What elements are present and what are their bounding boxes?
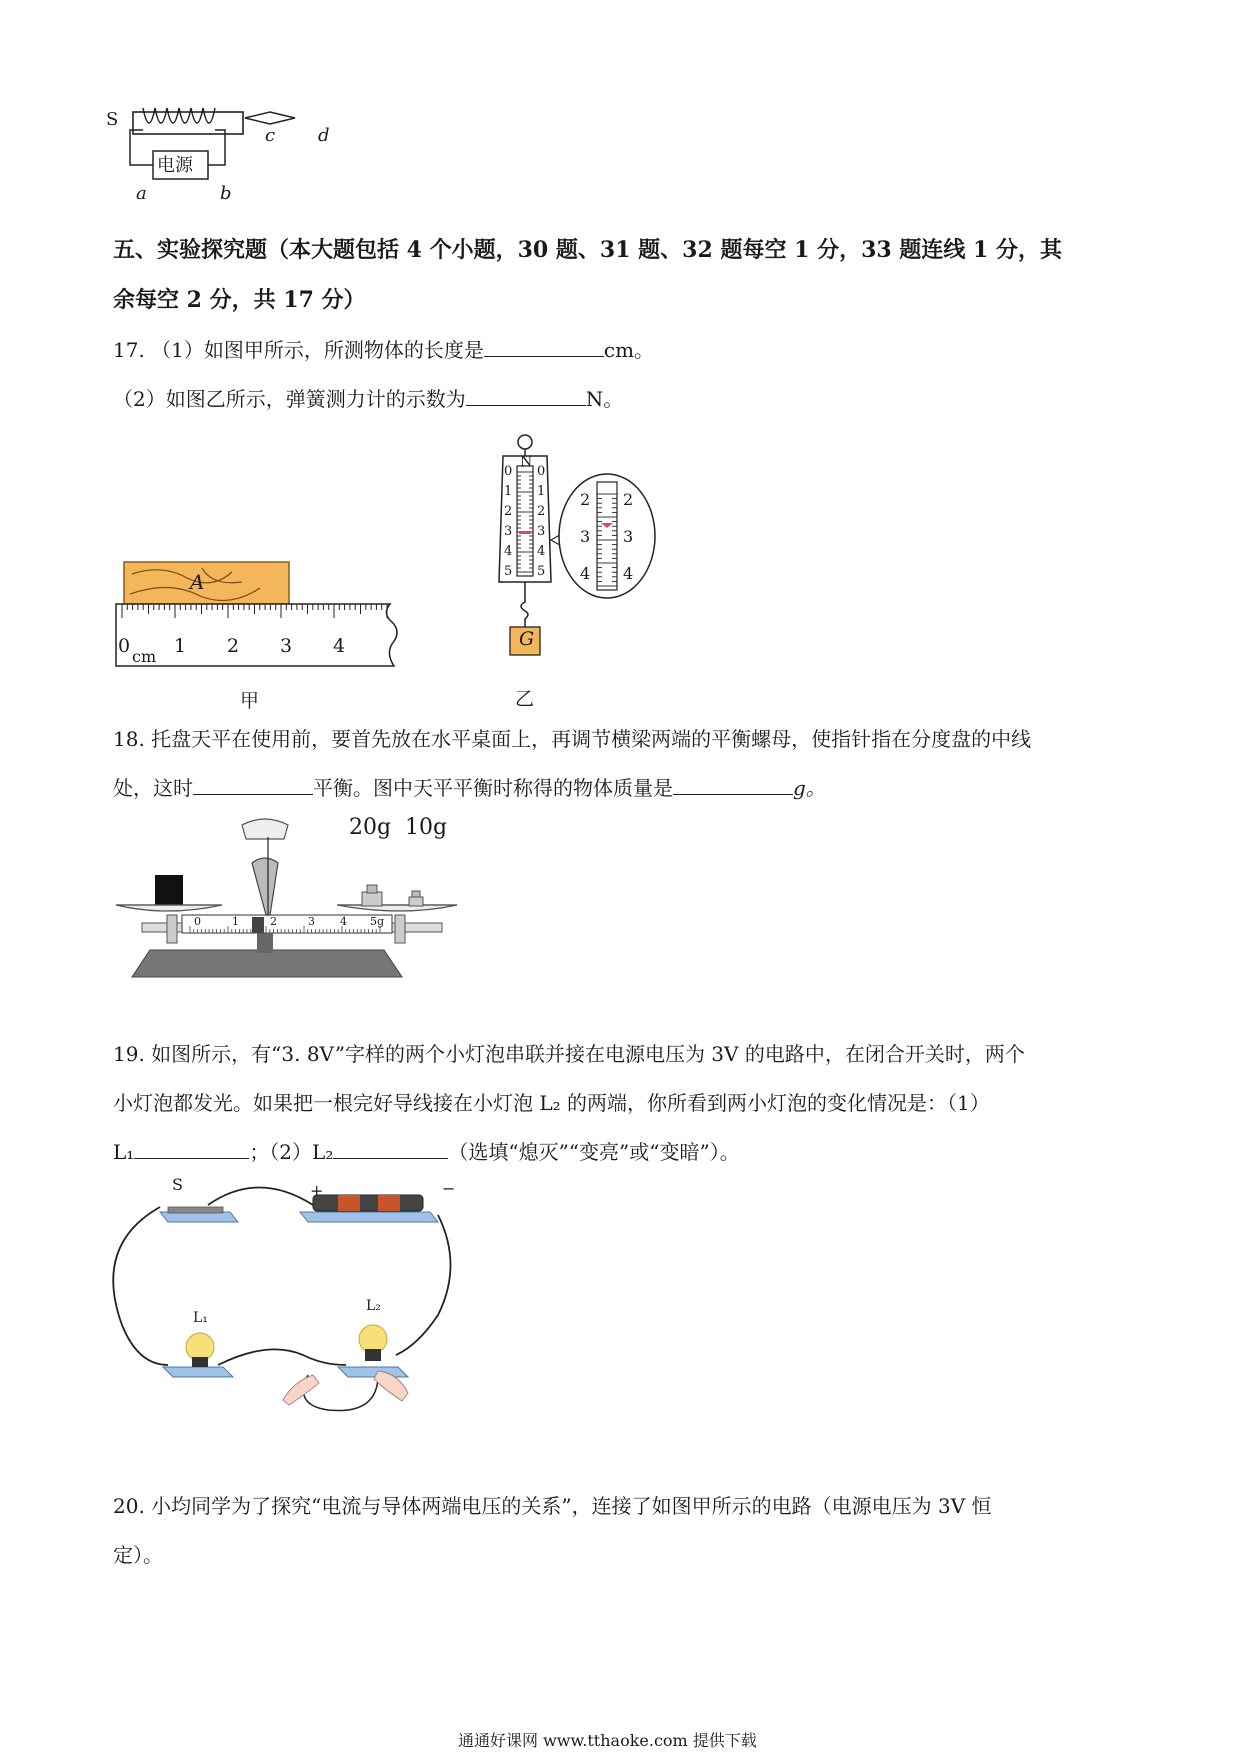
section-heading-line1: 五、实验探究题（本大题包括 4 个小题，30 题、31 题、32 题每空 1 分，33 题连线 1 分，其 [113,237,1062,263]
q20-line1: 20. 小均同学为了探究“电流与导体两端电压的关系”，连接了如图甲所示的电路（电源电压为 3V 恒 [113,1494,992,1518]
zoom-num-right-2: 2 [623,490,634,509]
q19-line2: 小灯泡都发光。如果把一根完好导线接在小灯泡 L₂ 的两端，你所看到两小灯泡的变化情况是：（1） [113,1091,990,1115]
q19-line1: 19. 如图所示，有“3. 8V”字样的两个小灯泡串联并接在电源电压为 3V 的电路中，在闭合开关时，两个 [113,1042,1025,1066]
zoom-num-left-3: 3 [580,527,591,546]
scale-num-left-4: 4 [504,544,513,559]
q17-part2-text: （2）如图乙所示，弹簧测力计的示数为 [113,387,466,411]
scale-num-left-5: 5 [504,564,513,579]
battery-minus-label: − [442,1179,456,1198]
weight-20g-label: 20g [349,815,392,840]
label-s: S [106,109,119,130]
ruler-unit: cm [132,647,157,666]
beam-num-5: 5g [370,915,385,928]
scale-num-right-0: 0 [537,464,546,479]
q19-l2-label: ；（2）L₂ [249,1140,334,1164]
spring-scale-figure [495,432,665,672]
ruler-tick-3: 3 [280,635,293,657]
bulb-l1-label: L₁ [193,1310,208,1326]
beam-num-0: 0 [194,915,201,928]
q18-answer-mass-blank[interactable] [673,774,793,795]
q18-line1: 18. 托盘天平在使用前，要首先放在水平桌面上，再调节横梁两端的平衡螺母，使指针指在分度盘的中线 [113,727,1032,751]
label-d: d [318,125,330,146]
q18-answer-balance-blank[interactable] [193,774,313,795]
q17-answer-length-blank[interactable] [484,336,604,357]
scale-num-left-1: 1 [504,484,513,499]
power-source-label: 电源 [157,155,193,176]
q17-part1-text: 17. （1）如图甲所示，所测物体的长度是 [113,338,484,362]
q19-options: （选填“熄灭”“变亮”或“变暗”）。 [448,1140,740,1164]
switch-s-label: S [172,1175,183,1194]
ruler-tick-1: 1 [174,635,187,657]
q17-part1-unit: cm。 [603,338,655,362]
beam-num-2: 2 [270,915,277,928]
q18-line2-unit: g。 [793,776,826,800]
q19-line3 [113,1138,740,1166]
q18-line2 [113,774,826,802]
section-heading-line2: 余每空 2 分，共 17 分） [113,287,366,313]
zoom-num-right-3: 3 [623,527,634,546]
q17-answer-force-blank[interactable] [466,385,586,406]
q17-part2-unit: N。 [585,387,624,411]
q19-answer-l1-blank[interactable] [134,1138,249,1159]
scale-num-right-4: 4 [537,544,546,559]
beam-num-3: 3 [308,915,315,928]
caption-jia: 甲 [240,690,260,712]
zoom-num-left-2: 2 [580,490,591,509]
q19-l1-label: L₁ [113,1140,135,1164]
label-c: c [265,125,276,146]
beam-num-4: 4 [340,915,347,928]
block-a-label: A [190,570,205,594]
q20-line2: 定）。 [113,1543,163,1567]
page-footer: 通通好课网 www.tthaoke.com 提供下载 [458,1731,757,1750]
ruler-tick-0: 0 [118,635,131,657]
weight-10g-label: 10g [405,815,448,840]
bulb-l2-label: L₂ [366,1298,381,1314]
scale-num-right-3: 3 [537,524,546,539]
scale-num-right-5: 5 [537,564,546,579]
battery-plus-label: + [310,1181,324,1200]
beam-num-1: 1 [232,915,239,928]
zoom-num-right-4: 4 [623,564,634,583]
scale-top-label: N [520,454,533,470]
scale-num-left-0: 0 [504,464,513,479]
weight-g-label: G [519,628,535,650]
circuit-figure [108,1175,478,1430]
ruler-figure [112,560,402,680]
scale-num-left-2: 2 [504,504,513,519]
scale-num-right-1: 1 [537,484,546,499]
label-b: b [220,183,232,204]
q17-part1 [113,336,654,364]
label-a: a [136,183,147,204]
q17-part2 [113,385,623,413]
q19-answer-l2-blank[interactable] [333,1138,448,1159]
solenoid-figure [108,100,348,215]
balance-figure [112,815,472,980]
ruler-tick-4: 4 [333,635,346,657]
scale-num-left-3: 3 [504,524,513,539]
caption-yi: 乙 [515,688,535,710]
zoom-num-left-4: 4 [580,564,591,583]
scale-num-right-2: 2 [537,504,546,519]
ruler-tick-2: 2 [227,635,240,657]
q18-line2-b: 平衡。图中天平平衡时称得的物体质量是 [313,776,673,800]
q18-line2-a: 处，这时 [113,776,193,800]
